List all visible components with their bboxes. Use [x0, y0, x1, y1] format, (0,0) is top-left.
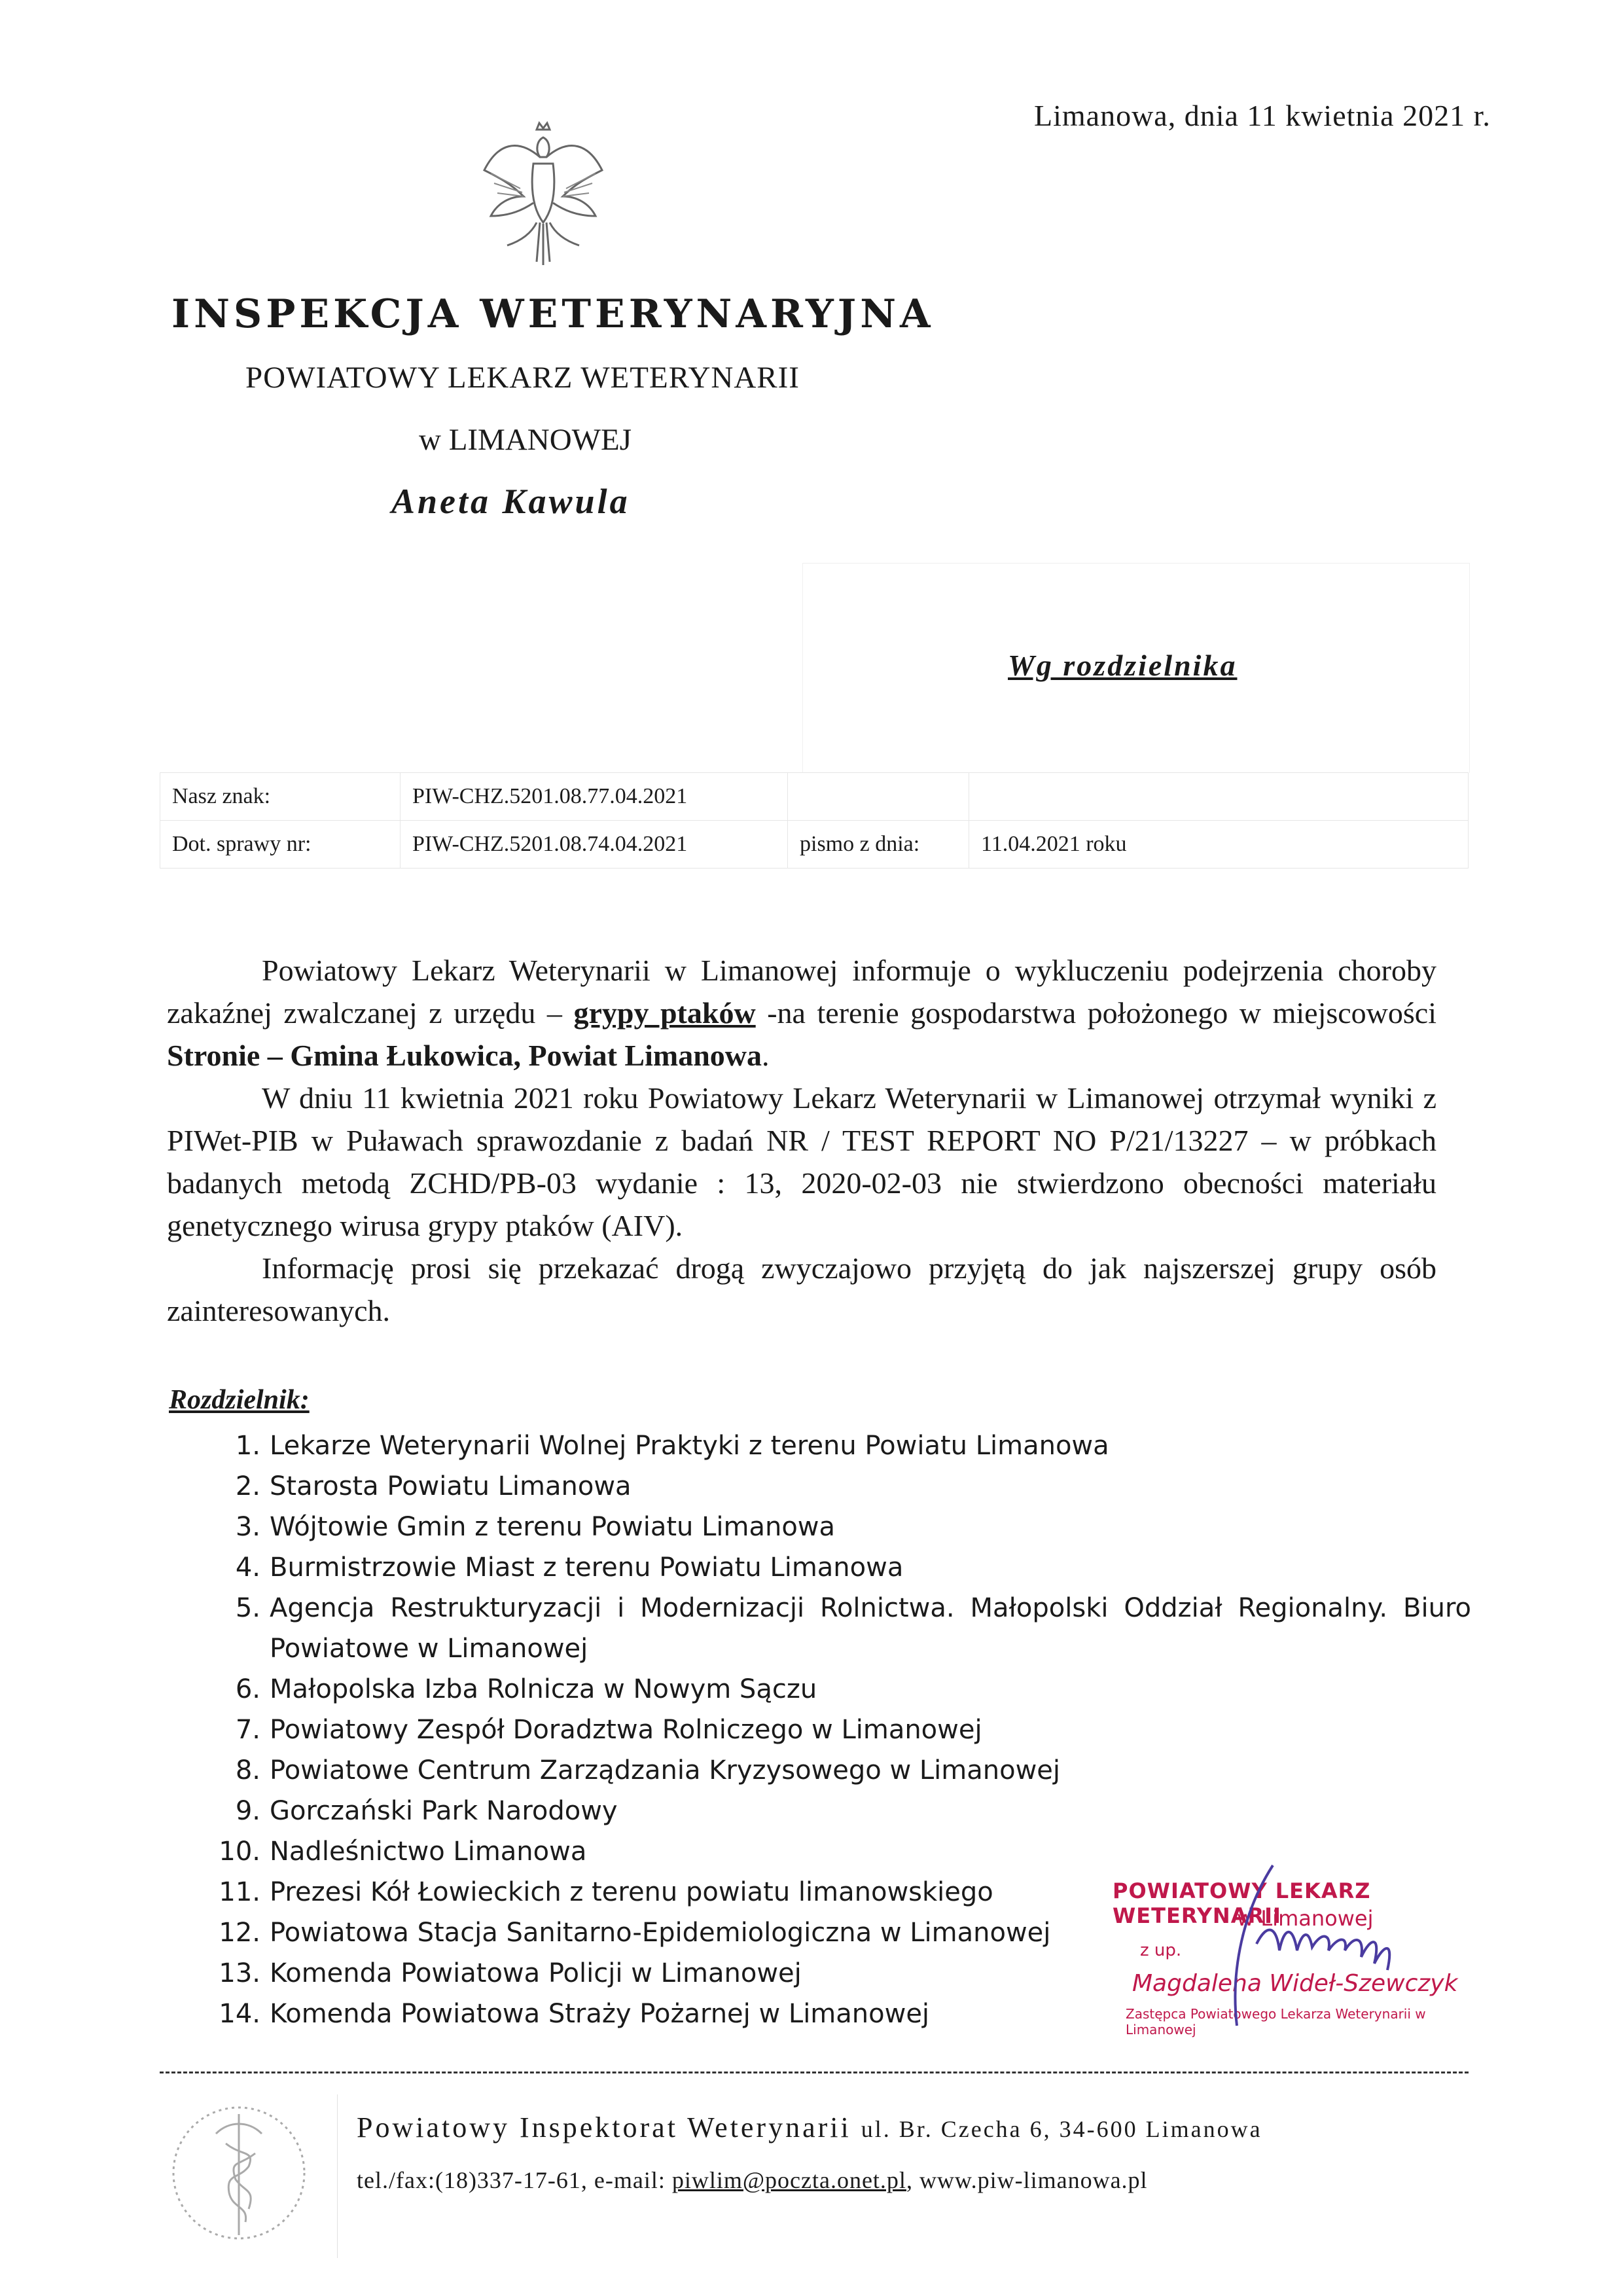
distribution-item — [169, 1669, 1471, 1710]
distribution-item-number: 13. — [219, 1958, 260, 1988]
distribution-item-number: 3. — [235, 1512, 260, 1542]
our-ref-label: Nasz znak: — [160, 773, 401, 821]
disease-name: grypy ptaków — [573, 996, 756, 1030]
distribution-item-number: 14. — [219, 1999, 260, 2029]
paragraph-2: W dniu 11 kwietnia 2021 roku Powiatowy Lekarz Weterynarii w Limanowej otrzymał wyniki z PIWet-PIB w Puławach sprawozdanie z badań NR / TEST REPORT NO P/21/13227 – w próbkach badanych metodą ZCHD/PB-03 wydanie : 13, 2020-02-03 nie stwierdzono obecności materiału genetycznego wirusa grypy ptaków (AIV). — [167, 1081, 1436, 1242]
empty-cell — [969, 773, 1469, 821]
distribution-item-text: Wójtowie Gmin z terenu Powiatu Limanowa — [270, 1512, 836, 1542]
distribution-item-text: Gorczański Park Narodowy — [270, 1796, 618, 1826]
distribution-item-number: 6. — [235, 1674, 260, 1704]
office-title: POWIATOWY LEKARZ WETERYNARII — [245, 361, 800, 395]
footer-phone: tel./fax:(18)337-17-61, — [357, 2167, 588, 2193]
distribution-item-text: Lekarze Weterynarii Wolnej Praktyki z terenu Powiatu Limanowa — [270, 1431, 1109, 1461]
footer-email-link[interactable]: piwlim@poczta.onet.pl — [671, 2167, 906, 2193]
stamp-signer: Magdalena Wideł-Szewczyk — [1132, 1970, 1458, 1997]
letter-body — [167, 949, 1436, 1332]
stamp-role: Zastępca Powiatowego Lekarza Weterynarii w Limanowej — [1126, 2006, 1426, 2037]
distribution-item-text: Powiatowe Centrum Zarządzania Kryzysowego w Limanowej — [270, 1755, 1061, 1785]
distribution-item-text: Małopolska Izba Rolnicza w Nowym Sączu — [270, 1674, 817, 1704]
distribution-item-text: Burmistrzowie Miast z terenu Powiatu Limanowa — [270, 1552, 904, 1583]
distribution-item — [169, 1466, 1471, 1507]
date-line: Limanowa, dnia 11 kwietnia 2021 r. — [1034, 99, 1491, 132]
reference-table — [160, 772, 1469, 869]
distribution-item-text: Powiatowy Zespół Doradztwa Rolniczego w Limanowej — [270, 1715, 982, 1745]
distribution-item-number: 4. — [235, 1552, 260, 1583]
distribution-item-number: 8. — [235, 1755, 260, 1785]
distribution-item-number: 11. — [219, 1877, 260, 1907]
distribution-item-text: Starosta Powiatu Limanowa — [270, 1471, 632, 1501]
distribution-item-text: Komenda Powiatowa Policji w Limanowej — [270, 1958, 802, 1988]
polish-eagle-icon — [471, 111, 615, 275]
distribution-item-number: 1. — [235, 1431, 260, 1461]
distribution-item — [169, 1507, 1471, 1547]
distribution-item-text: Komenda Powiatowa Straży Pożarnej w Limanowej — [270, 1999, 930, 2029]
distribution-item — [169, 1791, 1471, 1831]
paragraph-3: Informację prosi się przekazać drogą zwyczajowo przyjętą do jak najszerszej grupy osób zainteresowanych. — [167, 1251, 1436, 1327]
empty-cell — [788, 773, 969, 821]
distribution-item — [169, 1750, 1471, 1791]
distribution-item-text: Prezesi Kół Łowieckich z terenu powiatu limanowskiego — [270, 1877, 993, 1907]
handwritten-signature — [1113, 1859, 1492, 2049]
official-stamp — [1113, 1859, 1492, 2049]
paragraph-1-end: . — [762, 1039, 770, 1072]
office-city: w LIMANOWEJ — [419, 423, 632, 457]
footer-org: Powiatowy Inspektorat Weterynarii — [357, 2111, 851, 2144]
caduceus-icon — [164, 2094, 314, 2251]
case-label: Dot. sprawy nr: — [160, 821, 401, 869]
distribution-title: Rozdzielnik: — [169, 1385, 310, 1415]
footer-contact: tel./fax:(18)337-17-61, e-mail: piwlim@poczta.onet.pl, www.piw-limanowa.pl — [357, 2167, 1148, 2193]
distribution-item-text: Agencja Restrukturyzacji i Modernizacji Rolnictwa. Małopolski Oddział Regionalny. Biuro Powiatowe w Limanowej — [270, 1593, 1471, 1664]
our-ref-value: PIW-CHZ.5201.08.77.04.2021 — [401, 773, 788, 821]
distribution-item — [169, 1547, 1471, 1588]
distribution-item-number: 7. — [235, 1715, 260, 1745]
footer-divider — [160, 2072, 1469, 2073]
distribution-item-number: 9. — [235, 1796, 260, 1826]
stamp-zup: z up. — [1140, 1941, 1182, 1960]
footer-separator — [337, 2094, 338, 2258]
footer-org-line — [357, 2111, 1262, 2144]
stamp-line-1: POWIATOWY LEKARZ WETERYNARII — [1113, 1878, 1371, 1928]
distribution-item-number: 5. — [235, 1593, 260, 1623]
footer-website-link[interactable]: www.piw-limanowa.pl — [919, 2167, 1148, 2193]
location: Stronie – Gmina Łukowica, Powiat Limanowa — [167, 1039, 762, 1072]
distribution-item-number: 12. — [219, 1918, 260, 1948]
reference-row-case — [160, 821, 1469, 869]
case-value: PIW-CHZ.5201.08.74.04.2021 — [401, 821, 788, 869]
distribution-item-number: 10. — [219, 1837, 260, 1867]
paragraph-1-text-cont: -na terenie gospodarstwa położonego w miejscowości — [755, 996, 1436, 1030]
letter-date-value: 11.04.2021 roku — [969, 821, 1469, 869]
letter-date-label: pismo z dnia: — [788, 821, 969, 869]
institution-title: INSPEKCJA WETERYNARYJNA — [171, 291, 935, 337]
footer-email-label: e-mail: — [594, 2167, 666, 2193]
paragraph-1-text: Powiatowy Lekarz Weterynarii w Limanowej informuje o wykluczeniu podejrzenia choroby zakaźnej zwalczanej z urzędu – — [167, 954, 1436, 1030]
officer-name: Aneta Kawula — [391, 482, 630, 521]
distribution-item — [169, 1588, 1471, 1669]
distribution-item — [169, 1426, 1471, 1466]
stamp-line-2: w Limanowej — [1237, 1906, 1374, 1931]
distribution-item — [169, 1710, 1471, 1750]
distribution-item-text: Nadleśnictwo Limanowa — [270, 1837, 587, 1867]
distribution-item-text: Powiatowa Stacja Sanitarno-Epidemiologiczna w Limanowej — [270, 1918, 1051, 1948]
addressee: Wg rozdzielnika — [1008, 649, 1238, 682]
reference-row-ours — [160, 773, 1469, 821]
distribution-item-number: 2. — [235, 1471, 260, 1501]
footer-address: ul. Br. Czecha 6, 34-600 Limanowa — [861, 2116, 1262, 2142]
paragraph-1 — [167, 949, 1436, 1077]
